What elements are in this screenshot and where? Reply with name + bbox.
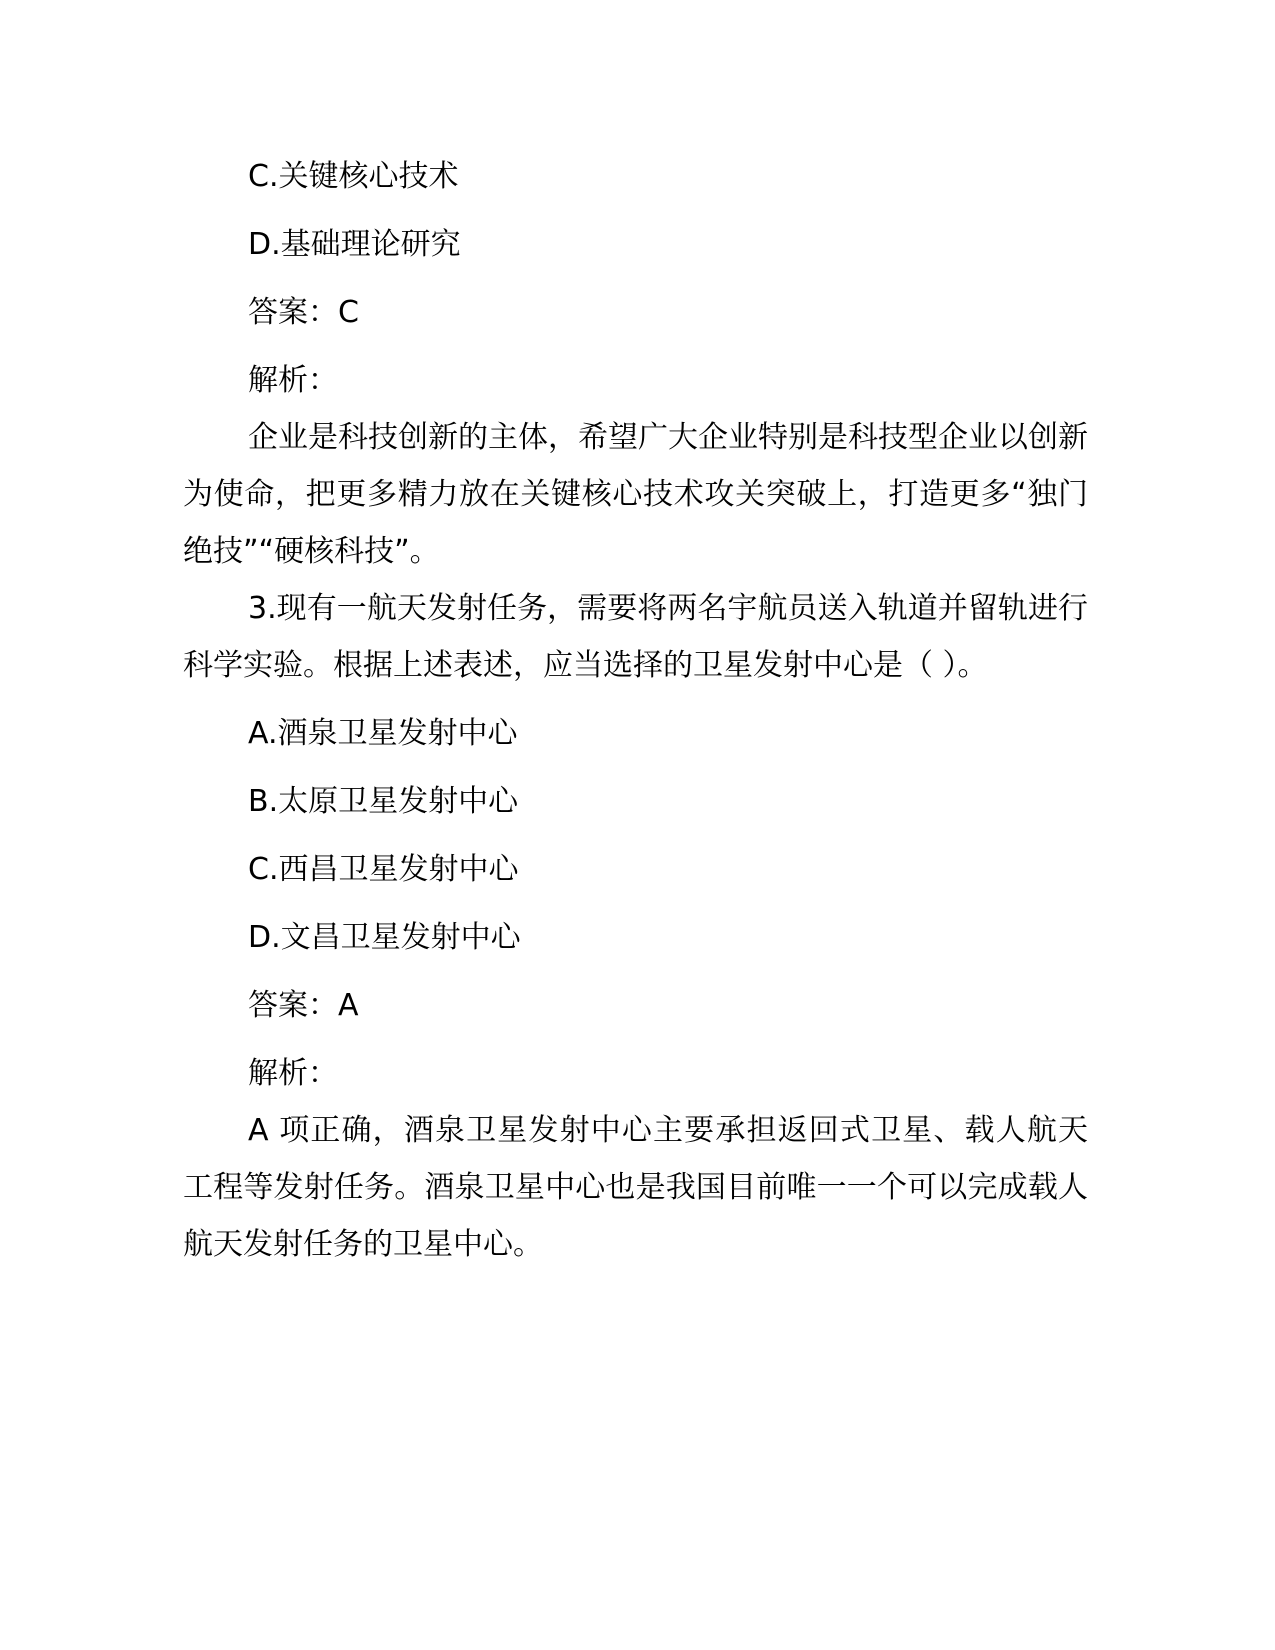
q3-option-c: C.西昌卫星发射中心 xyxy=(248,852,519,887)
q3-analysis-label: 解析： xyxy=(248,1056,338,1091)
q3-question: 3.现有一航天发射任务，需要将两名宇航员送入轨道并留轨进行科学实验。根据上述表述，应当选择的卫星发射中心是（ ）。 xyxy=(183,591,1088,683)
q2-option-c: C.关键核心技术 xyxy=(248,159,459,194)
q2-analysis-label: 解析： xyxy=(248,363,338,398)
document-body xyxy=(183,148,1088,1273)
q3-option-d: D.文昌卫星发射中心 xyxy=(248,920,521,955)
q2-analysis-text: 企业是科技创新的主体，希望广大企业特别是科技型企业以创新为使命，把更多精力放在关键核心技术攻关突破上，打造更多“独门绝技”“硬核科技”。 xyxy=(183,420,1088,569)
q3-option-b: B.太原卫星发射中心 xyxy=(248,784,519,819)
q2-answer: 答案：C xyxy=(248,295,359,330)
q3-answer: 答案：A xyxy=(248,988,359,1023)
q3-option-a: A.酒泉卫星发射中心 xyxy=(248,716,518,751)
q3-analysis-text: A 项正确，酒泉卫星发射中心主要承担返回式卫星、载人航天工程等发射任务。酒泉卫星中心也是我国目前唯一一个可以完成载人航天发射任务的卫星中心。 xyxy=(183,1113,1088,1262)
q2-option-d: D.基础理论研究 xyxy=(248,227,461,262)
